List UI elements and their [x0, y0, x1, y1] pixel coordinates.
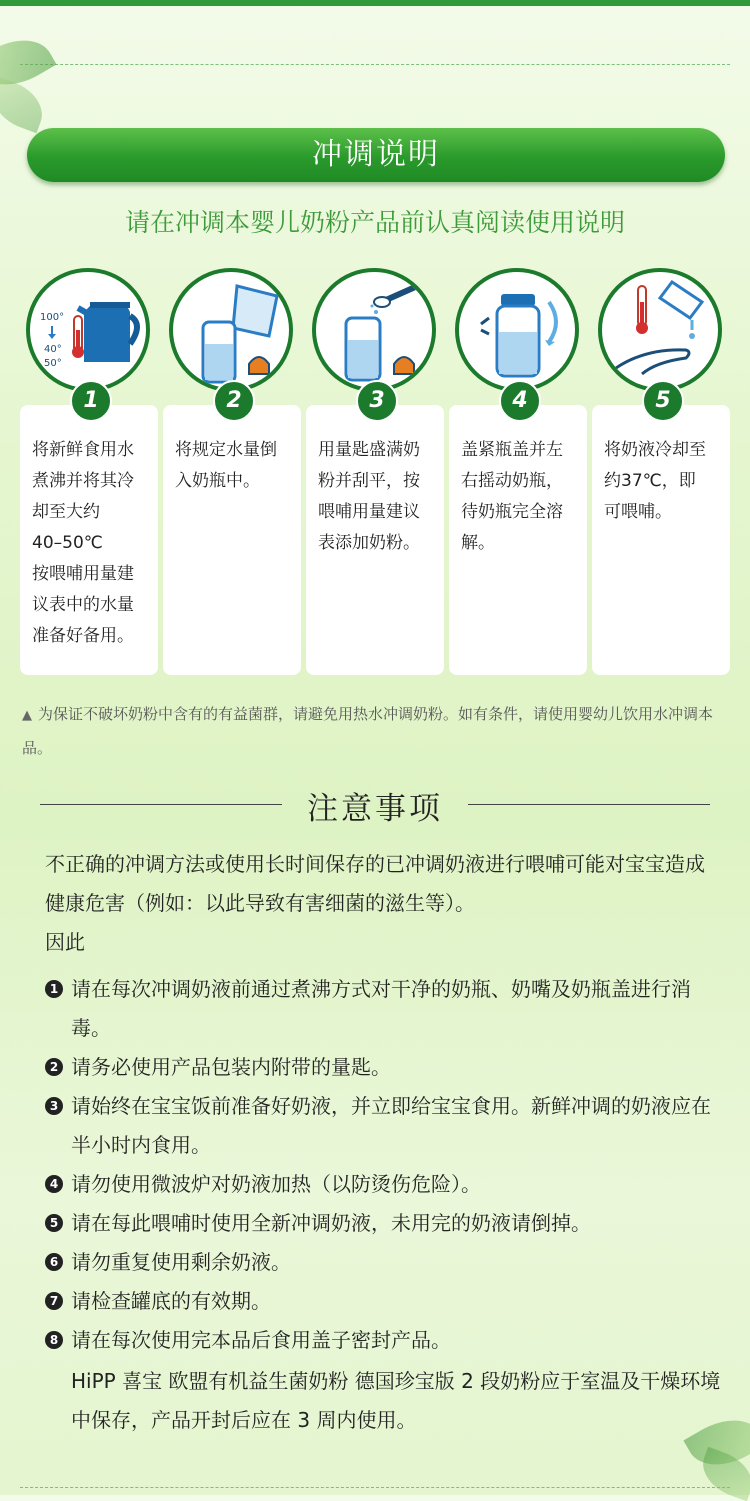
step-number-badge: 2 [213, 380, 255, 422]
list-item [45, 1243, 725, 1282]
list-item [45, 1282, 725, 1321]
pour-water-icon [173, 272, 289, 388]
leaf-decoration-icon [0, 77, 50, 133]
warning-triangle-icon: ▲ [22, 708, 32, 723]
step-text: 用量匙盛满奶 粉并刮平，按 喂哺用量建议 表添加奶粉。 [318, 440, 420, 553]
step-illustration-cool [598, 268, 722, 392]
kettle-thermometer-icon [30, 272, 146, 388]
number-bullet-icon: 3 [45, 1097, 63, 1115]
list-item-text: 请在每此喂哺时使用全新冲调奶液，未用完的奶液请倒掉。 [71, 1211, 591, 1235]
step-card-4 [449, 405, 587, 675]
step-number-badge: 3 [356, 380, 398, 422]
step-card-5 [592, 405, 730, 675]
step-text: 盖紧瓶盖并左 右摇动奶瓶， 待奶瓶完全溶 解。 [461, 440, 563, 553]
step-text: 将新鲜食用水 煮沸并将其冷 却至大约 40–50℃ 按喂哺用量建 议表中的水量 准备好备用。 [32, 440, 134, 646]
list-item [45, 1087, 725, 1165]
step-illustration-kettle [26, 268, 150, 392]
list-item-text: 请务必使用产品包装内附带的量匙。 [71, 1055, 391, 1079]
number-bullet-icon: 7 [45, 1292, 63, 1310]
list-item [45, 970, 725, 1048]
list-item-text: 请检查罐底的有效期。 [71, 1289, 271, 1313]
spoon-powder-icon [316, 272, 432, 388]
list-item [45, 1204, 725, 1243]
top-dashed-divider [20, 64, 730, 65]
number-bullet-icon: 4 [45, 1175, 63, 1193]
temp-label: 100° [40, 312, 65, 323]
storage-note: HiPP 喜宝 欧盟有机益生菌奶粉 德国珍宝版 2 段奶粉应于室温及干燥环境中保存，产品开封后应在 3 周内使用。 [71, 1369, 721, 1432]
precautions-intro [45, 845, 715, 962]
intro-text: 不正确的冲调方法或使用长时间保存的已冲调奶液进行喂哺可能对宝宝造成健康危害（例如：以此导致有害细菌的滋生等）。 [45, 852, 705, 915]
warning-note [22, 698, 722, 764]
number-bullet-icon: 8 [45, 1331, 63, 1349]
list-item-text: 请始终在宝宝饭前准备好奶液，并立即给宝宝食用。新鲜冲调的奶液应在半小时内食用。 [71, 1094, 711, 1157]
step-illustration-powder [312, 268, 436, 392]
precautions-list [45, 970, 725, 1360]
list-item-text: 请在每次使用完本品后食用盖子密封产品。 [71, 1328, 451, 1352]
list-item [45, 1321, 725, 1360]
number-bullet-icon: 1 [45, 980, 63, 998]
list-item-text: 请勿重复使用剩余奶液。 [71, 1250, 291, 1274]
step-number-badge: 5 [642, 380, 684, 422]
step-illustration-shake [455, 268, 579, 392]
number-bullet-icon: 2 [45, 1058, 63, 1076]
shake-bottle-icon [459, 272, 575, 388]
step-card-1 [20, 405, 158, 675]
step-illustration-pour [169, 268, 293, 392]
list-item [45, 1048, 725, 1087]
step-card-2 [163, 405, 301, 675]
precautions-title: 注意事项 [307, 791, 443, 827]
step-text: 将奶液冷却至 约37℃，即 可喂哺。 [604, 440, 706, 522]
warning-note-text: 为保证不破坏奶粉中含有的有益菌群，请避免用热水冲调奶粉。如有条件，请使用婴幼儿饮用水冲调本品。 [22, 705, 714, 757]
cool-test-icon [602, 272, 718, 388]
list-item-text: 请在每次冲调奶液前通过煮沸方式对干净的奶瓶、奶嘴及奶瓶盖进行消毒。 [71, 977, 691, 1040]
list-item [45, 1165, 725, 1204]
step-text: 将规定水量倒 入奶瓶中。 [175, 440, 277, 491]
therefore-text: 因此 [45, 930, 85, 954]
page-subtitle: 请在冲调本婴儿奶粉产品前认真阅读使用说明 [124, 208, 625, 237]
bottom-dashed-divider [20, 1487, 730, 1488]
step-number-badge: 1 [70, 380, 112, 422]
temp-label: 50° [44, 358, 62, 369]
number-bullet-icon: 5 [45, 1214, 63, 1232]
list-item-text: 请勿使用微波炉对奶液加热（以防烫伤危险）。 [71, 1172, 481, 1196]
step-number-badge: 4 [499, 380, 541, 422]
top-bar [0, 0, 750, 6]
temp-label: 40° [44, 344, 62, 355]
step-card-3 [306, 405, 444, 675]
number-bullet-icon: 6 [45, 1253, 63, 1271]
section-banner-title: 冲调说明 [27, 128, 725, 182]
